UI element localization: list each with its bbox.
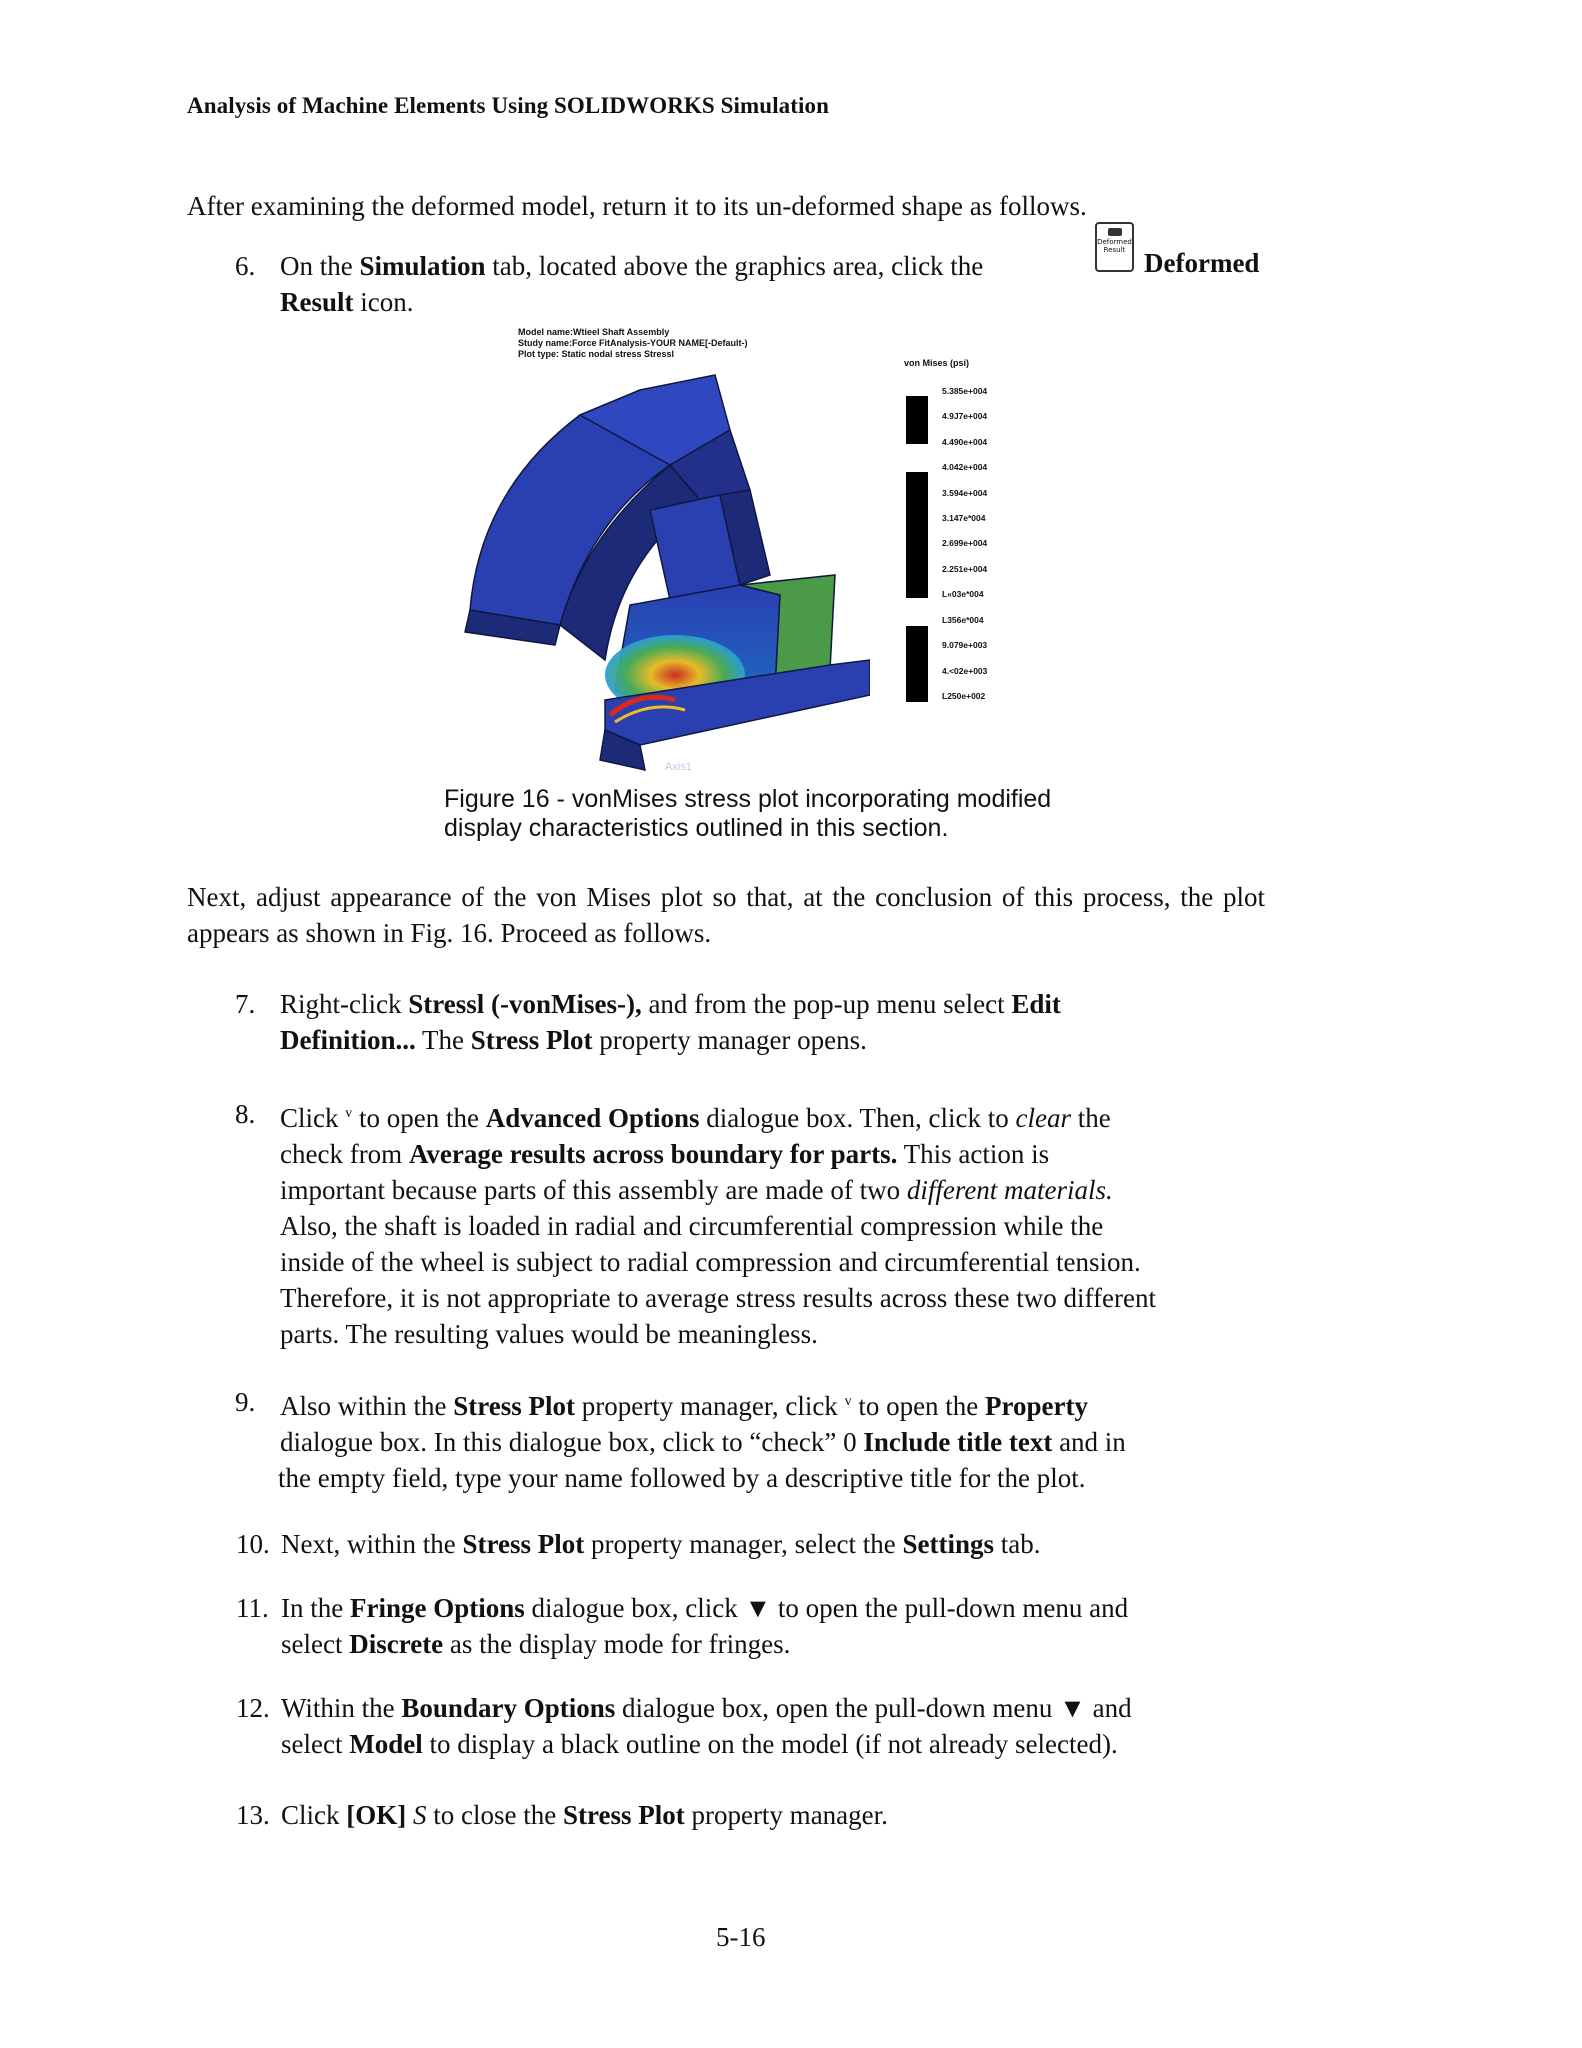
caption-line: Figure 16 - vonMises stress plot incorporating modified (444, 785, 1052, 813)
text: On the (280, 251, 360, 281)
text: Within the (281, 1693, 402, 1723)
text: and in (1052, 1427, 1126, 1457)
step-number: 12. (236, 1693, 270, 1723)
text: select (281, 1629, 350, 1659)
plot-title-line-3: Plot type: Static nodal stress Stressl (518, 349, 675, 359)
legend-label: 9.079e+003 (942, 640, 988, 650)
bold-term: Stress Plot (470, 1025, 593, 1055)
bold-term: Advanced Options (485, 1103, 700, 1133)
step-number: 6. (235, 251, 256, 281)
page-number: 5-16 (716, 1922, 766, 1952)
bold-term: Average results across boundary for parts. (408, 1139, 898, 1169)
bold-term: Stress Plot (462, 1529, 585, 1559)
text: to display a black outline on the model (if not already selected). (422, 1729, 1118, 1759)
bold-term: Fringe Options (349, 1593, 525, 1623)
text: dialogue box. Then, click to (699, 1103, 1016, 1133)
page-header: Analysis of Machine Elements Using SOLIDWORKS Simulation (187, 93, 830, 118)
legend-title: von Mises (psi) (904, 358, 970, 368)
text: dialogue box, open the pull-down menu ▼ and (615, 1693, 1132, 1723)
stress-plot-model (440, 370, 870, 780)
text: check from (280, 1139, 409, 1169)
step-number: 7. (235, 989, 256, 1019)
intro-paragraph: After examining the deformed model, return it to its un-deformed shape as follows. (187, 191, 1087, 221)
legend-bar-segment (906, 396, 928, 444)
text: Also within the (280, 1391, 454, 1421)
plot-title-line-1: Model name:Wtieel Shaft Assembly (518, 327, 670, 337)
bold-term: Include title text (863, 1427, 1053, 1457)
text: Click (280, 1103, 346, 1133)
text: select (281, 1729, 350, 1759)
text-line: inside of the wheel is subject to radial compression and circumferential tension. (280, 1247, 1141, 1277)
italic-term: clear (1015, 1103, 1071, 1133)
deformed-term: Deformed (1144, 248, 1260, 278)
legend-label: L«03e*004 (942, 589, 984, 599)
legend-label: 5.385e+004 (942, 386, 988, 396)
step-number: 10. (236, 1529, 270, 1559)
text: and from the pop-up menu select (641, 989, 1012, 1019)
legend-bar-segment (906, 472, 928, 598)
text: dialogue box. In this dialogue box, click to “check” 0 (280, 1427, 864, 1457)
legend-label: 3.594e+004 (942, 488, 988, 498)
legend-label: 2.251e+004 (942, 564, 988, 574)
simulation-tab-term: Simulation (359, 251, 486, 281)
step-number: 11. (236, 1593, 269, 1623)
italic-term: different materials. (906, 1175, 1113, 1205)
text: the (1070, 1103, 1111, 1133)
axis-label: Axis1 (665, 761, 692, 773)
legend-label: 4.042e+004 (942, 462, 988, 472)
text: tab, located above the graphics area, click the (485, 251, 984, 281)
text: In the (281, 1593, 350, 1623)
legend-label: 2.699e+004 (942, 538, 988, 548)
text: dialogue box, click ▼ to open the pull-down menu and (524, 1593, 1129, 1623)
bold-term: Discrete (349, 1629, 444, 1659)
text: to open the (851, 1391, 986, 1421)
text: Next, within the (281, 1529, 463, 1559)
chevron-icon: v (844, 1394, 852, 1409)
bold-term: Model (349, 1729, 423, 1759)
text: icon. (353, 287, 414, 317)
text-line: the empty field, type your name followed by a descriptive title for the plot. (278, 1463, 1086, 1493)
bold-term: Stress Plot (562, 1800, 685, 1830)
text-line: Therefore, it is not appropriate to average stress results across these two different (280, 1283, 1156, 1313)
text-line: Also, the shaft is loaded in radial and circumferential compression while the (280, 1211, 1104, 1241)
plot-title-line-2: Study name:Force FitAnalysis-YOUR NAME[-Default-) (518, 338, 748, 348)
step-number: 8. (235, 1099, 256, 1129)
bold-term: Edit (1011, 989, 1061, 1019)
chevron-icon: v (345, 1106, 353, 1121)
bold-term: Stress Plot (453, 1391, 575, 1421)
text: The (415, 1025, 471, 1055)
text: tab. (994, 1529, 1041, 1559)
step-number: 9. (235, 1387, 256, 1417)
text: property manager. (684, 1800, 888, 1830)
deformed-result-icon (1095, 222, 1134, 272)
legend-label: L250e+002 (942, 691, 986, 701)
legend-label: 4.490e+004 (942, 437, 988, 447)
text: Right-click (280, 989, 409, 1019)
caption-line: display characteristics outlined in this section. (444, 814, 949, 842)
figure-caption (444, 785, 1051, 843)
text: property manager, select the (584, 1529, 903, 1559)
bold-term: Settings (902, 1529, 995, 1559)
text: This action is (897, 1139, 1050, 1169)
legend-label: L356e*004 (942, 615, 984, 625)
text: important because parts of this assembly are made of two (280, 1175, 907, 1205)
result-term: Result (280, 287, 354, 317)
text: Click (281, 1800, 347, 1830)
bold-term: [OK] (346, 1800, 407, 1830)
legend-label: 4.9J7e+004 (942, 411, 988, 421)
text-line: parts. The resulting values would be meaningless. (280, 1319, 818, 1349)
legend-label: 4.<02e+003 (942, 666, 988, 676)
text: to close the (426, 1800, 563, 1830)
legend-bar-segment (906, 626, 928, 702)
bold-term: Boundary Options (401, 1693, 616, 1723)
step-6-line2 (280, 284, 414, 320)
bold-term: Property (985, 1391, 1089, 1421)
text: property manager, click (575, 1391, 845, 1421)
bold-term: Stressl (-vonMises-), (408, 989, 642, 1019)
text: as the display mode for fringes. (443, 1629, 791, 1659)
text: property manager opens. (592, 1025, 867, 1055)
ok-checkmark-icon: S (406, 1800, 427, 1830)
step-number: 13. (236, 1800, 270, 1830)
legend-label: 3.147e*004 (942, 513, 986, 523)
icon-label: Deformed Result (1097, 238, 1132, 254)
text: to open the (352, 1103, 486, 1133)
bold-term: Definition... (280, 1025, 416, 1055)
adjust-paragraph: Next, adjust appearance of the von Mises plot so that, at the conclusion of this process, the plot appears as shown in Fig. 16. Proceed as follows. (187, 882, 1265, 948)
